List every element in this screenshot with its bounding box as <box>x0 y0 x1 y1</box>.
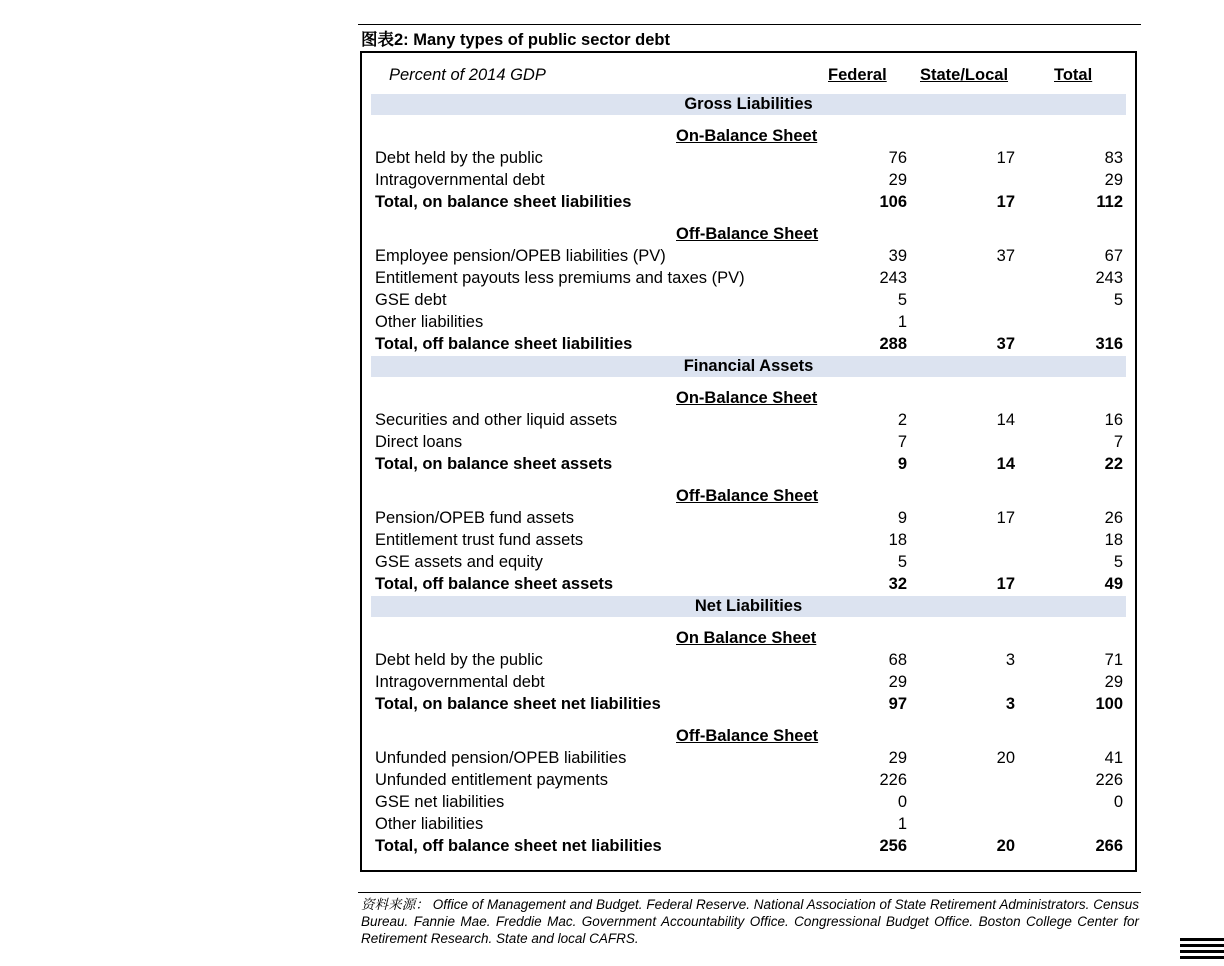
cell-total: 71 <box>1104 651 1123 669</box>
cell-state-local: 14 <box>996 455 1015 473</box>
cell-federal: 106 <box>879 193 907 211</box>
section-band: Net Liabilities <box>371 596 1126 617</box>
total-row <box>371 191 1126 213</box>
table-row <box>371 747 1126 769</box>
cell-state-local: 3 <box>1005 695 1015 713</box>
cell-state-local: 17 <box>996 149 1015 167</box>
cell-federal: 9 <box>897 455 907 473</box>
cell-total: 226 <box>1095 771 1123 789</box>
table-row <box>371 431 1126 453</box>
cell-state-local: 17 <box>996 509 1015 527</box>
row-label: Total, off balance sheet net liabilities <box>375 837 662 855</box>
table-row <box>371 671 1126 693</box>
figure-title: 图表2: Many types of public sector debt <box>361 31 670 49</box>
cell-state-local: 3 <box>1005 651 1015 669</box>
table-row <box>371 289 1126 311</box>
cell-federal: 97 <box>888 695 907 713</box>
table-row <box>371 551 1126 573</box>
column-header-total: Total <box>1054 66 1093 84</box>
cell-total: 243 <box>1095 269 1123 287</box>
cell-total: 112 <box>1096 193 1123 211</box>
cell-state-local: 17 <box>996 193 1015 211</box>
cell-federal: 2 <box>897 411 907 429</box>
cell-federal: 243 <box>879 269 907 287</box>
table-row <box>371 245 1126 267</box>
table-body <box>371 93 1126 857</box>
group-heading: Off-Balance Sheet <box>676 727 819 745</box>
cell-federal: 29 <box>888 171 907 189</box>
cell-total: 266 <box>1095 837 1123 855</box>
table-row <box>371 311 1126 333</box>
row-label: Direct loans <box>375 433 463 451</box>
row-label: GSE debt <box>375 291 447 309</box>
table-row <box>371 507 1126 529</box>
table-unit-label: Percent of 2014 GDP <box>389 66 546 84</box>
cell-state-local: 20 <box>996 749 1015 767</box>
cell-federal: 29 <box>888 749 907 767</box>
table-row <box>371 769 1126 791</box>
row-label: Employee pension/OPEB liabilities (PV) <box>375 247 666 265</box>
row-label: Pension/OPEB fund assets <box>375 509 575 527</box>
cell-federal: 18 <box>888 531 907 549</box>
group-heading: On-Balance Sheet <box>676 389 818 407</box>
cell-federal: 288 <box>879 335 907 353</box>
cell-total: 7 <box>1113 433 1123 451</box>
group-heading: On Balance Sheet <box>676 629 817 647</box>
column-header-federal: Federal <box>828 66 887 84</box>
cell-total: 29 <box>1104 673 1123 691</box>
row-label: Securities and other liquid assets <box>375 411 618 429</box>
cell-total: 83 <box>1104 149 1123 167</box>
cell-total: 67 <box>1104 247 1123 265</box>
row-label: GSE net liabilities <box>375 793 505 811</box>
total-row <box>371 453 1126 475</box>
cell-federal: 39 <box>888 247 907 265</box>
row-label: Debt held by the public <box>375 149 543 167</box>
table-row <box>371 791 1126 813</box>
row-label: Entitlement payouts less premiums and taxes (PV) <box>375 269 745 287</box>
table-row <box>371 813 1126 835</box>
cell-total: 26 <box>1104 509 1123 527</box>
cell-state-local: 37 <box>996 335 1015 353</box>
section-band: Gross Liabilities <box>371 94 1126 115</box>
row-label: Unfunded entitlement payments <box>375 771 608 789</box>
cell-federal: 32 <box>888 575 907 593</box>
cell-federal: 5 <box>897 291 907 309</box>
source-label: 资料来源： <box>361 897 429 912</box>
cell-federal: 5 <box>897 553 907 571</box>
row-label: Total, on balance sheet liabilities <box>375 193 632 211</box>
cell-federal: 0 <box>897 793 907 811</box>
cell-total: 100 <box>1095 695 1123 713</box>
source-note <box>361 896 1139 947</box>
table-row <box>371 649 1126 671</box>
group-heading: Off-Balance Sheet <box>676 225 819 243</box>
total-row <box>371 333 1126 355</box>
bottom-rule <box>358 892 1141 893</box>
cell-total: 5 <box>1113 553 1123 571</box>
row-label: Total, on balance sheet net liabilities <box>375 695 661 713</box>
cell-total: 5 <box>1113 291 1123 309</box>
cell-federal: 1 <box>897 313 907 331</box>
table-row <box>371 147 1126 169</box>
section-band: Financial Assets <box>371 356 1126 377</box>
total-row <box>371 693 1126 715</box>
cell-state-local: 20 <box>996 837 1015 855</box>
row-label: Total, off balance sheet assets <box>375 575 614 593</box>
total-row <box>371 573 1126 595</box>
total-row <box>371 835 1126 857</box>
row-label: Intragovernmental debt <box>375 673 545 691</box>
table-row <box>371 169 1126 191</box>
table-row <box>371 267 1126 289</box>
cell-total: 22 <box>1104 455 1123 473</box>
cell-total: 18 <box>1104 531 1123 549</box>
row-label: Entitlement trust fund assets <box>375 531 584 549</box>
group-heading: Off-Balance Sheet <box>676 487 819 505</box>
cell-federal: 256 <box>879 837 907 855</box>
cell-federal: 9 <box>897 509 907 527</box>
row-label: Other liabilities <box>375 815 484 833</box>
row-label: GSE assets and equity <box>375 553 543 571</box>
debt-table <box>360 51 1137 872</box>
table-header-row <box>362 66 1135 86</box>
row-label: Other liabilities <box>375 313 484 331</box>
top-rule <box>358 24 1141 25</box>
column-header-state-local: State/Local <box>920 66 1009 84</box>
row-label: Unfunded pension/OPEB liabilities <box>375 749 627 767</box>
cell-federal: 1 <box>897 815 907 833</box>
cell-state-local: 37 <box>996 247 1015 265</box>
cell-federal: 226 <box>879 771 907 789</box>
corner-logo <box>1180 938 1224 962</box>
cell-total: 41 <box>1104 749 1123 767</box>
cell-state-local: 17 <box>996 575 1015 593</box>
cell-total: 316 <box>1095 335 1123 353</box>
cell-state-local: 14 <box>996 411 1015 429</box>
cell-total: 0 <box>1113 793 1123 811</box>
cell-federal: 68 <box>888 651 907 669</box>
row-label: Total, on balance sheet assets <box>375 455 613 473</box>
cell-total: 16 <box>1104 411 1123 429</box>
row-label: Intragovernmental debt <box>375 171 545 189</box>
group-heading: On-Balance Sheet <box>676 127 818 145</box>
cell-federal: 29 <box>888 673 907 691</box>
source-text: Office of Management and Budget. Federal Reserve. National Association of State Retirement Administrators. Census Bureau. Fannie Mae. Freddie Mac. Government Accountability Office. Congressional Budget Office. Boston College Center for Retirement Research. State and local CAFRS. <box>361 897 1139 946</box>
cell-total: 29 <box>1104 171 1123 189</box>
table-row <box>371 409 1126 431</box>
row-label: Total, off balance sheet liabilities <box>375 335 633 353</box>
cell-federal: 7 <box>897 433 907 451</box>
table-row <box>371 529 1126 551</box>
cell-federal: 76 <box>888 149 907 167</box>
cell-total: 49 <box>1104 575 1123 593</box>
row-label: Debt held by the public <box>375 651 543 669</box>
